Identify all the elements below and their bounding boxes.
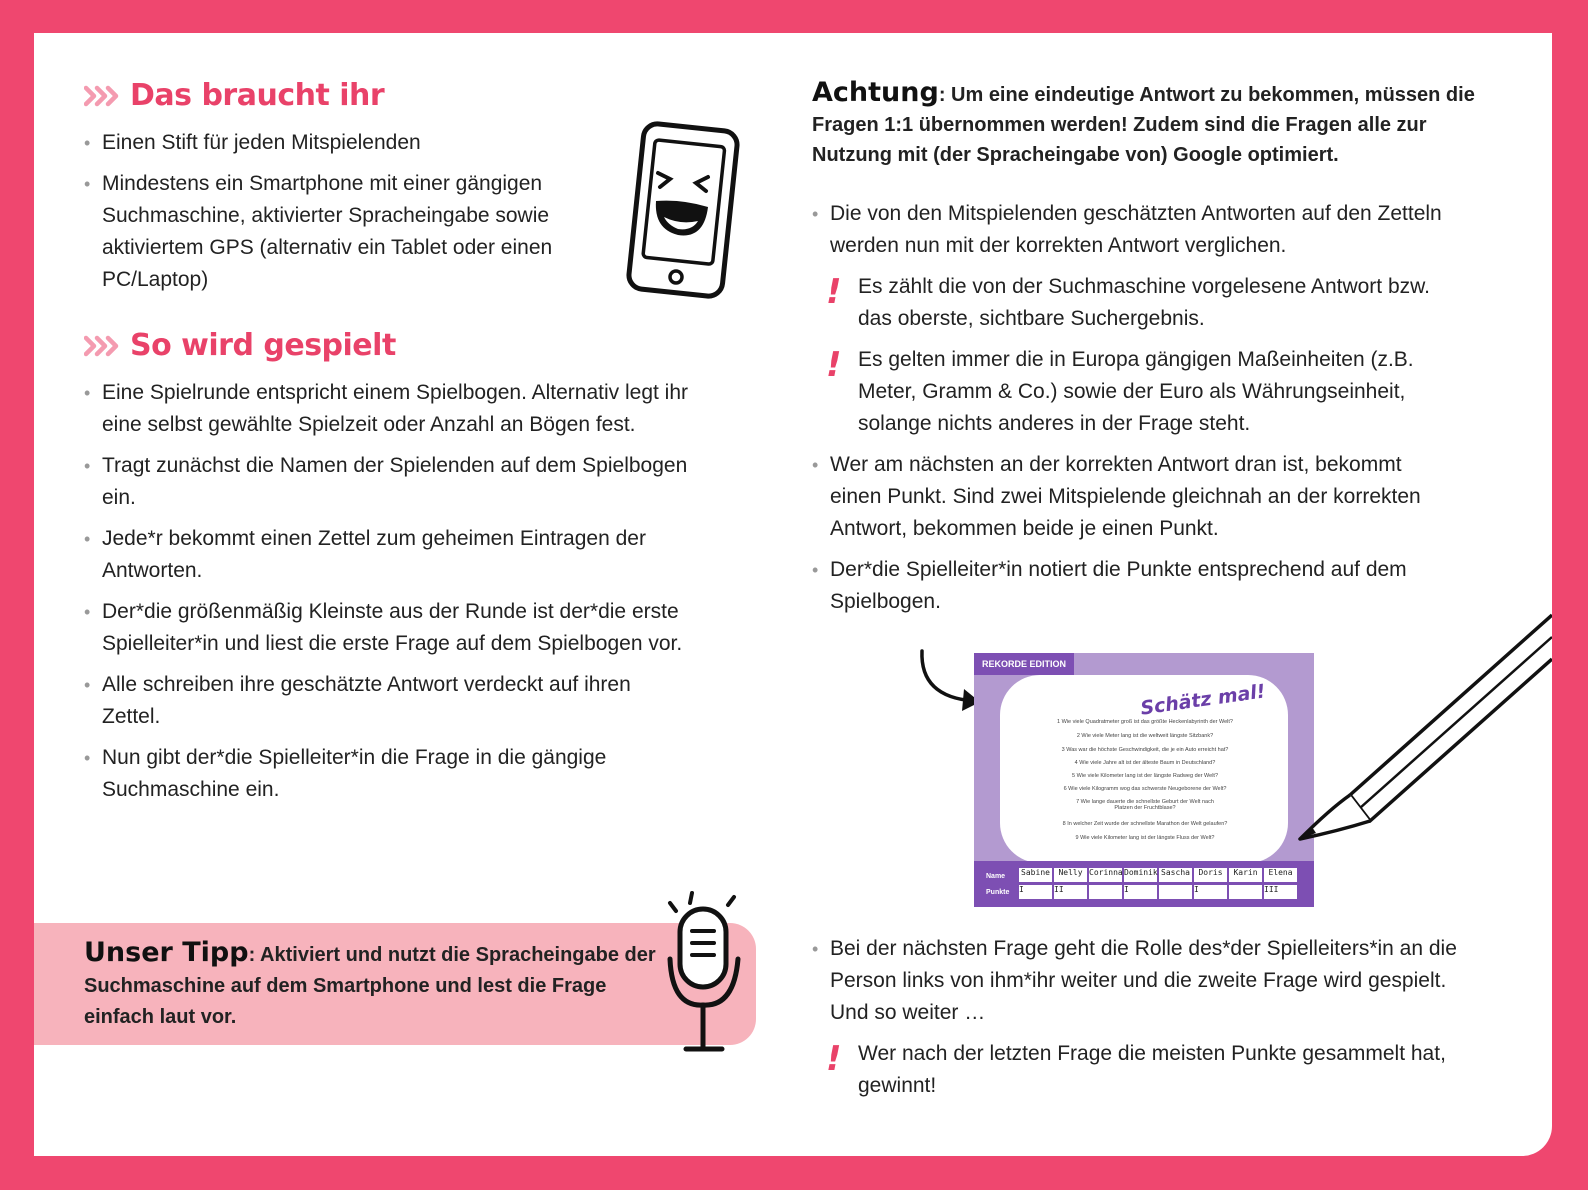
edition-label: REKORDE EDITION (974, 653, 1074, 675)
list-item: • Mindestens ein Smartphone mit einer gängigen Suchmaschine, aktivierter Spracheingabe sowie aktiviertem GPS (alternativ ein Tablet oder einen PC/Laptop) (84, 168, 604, 296)
player-name: Doris (1193, 867, 1228, 883)
rules-list (812, 933, 1462, 1029)
card-question: 3 Was war die höchste Geschwindigkeit, die je ein Auto erreicht hat? (1061, 747, 1229, 753)
score-table (974, 861, 1314, 907)
section-heading-play (84, 328, 744, 363)
card-question: 5 Wie viele Kilometer lang ist der längste Radweg der Welt? (1071, 773, 1219, 779)
microphone-icon (662, 889, 746, 1059)
section-heading-needs (84, 78, 744, 113)
list-item: • Jede*r bekommt einen Zettel zum geheimen Eintragen der Antworten. (84, 523, 694, 587)
list-item: • Bei der nächsten Frage geht die Rolle des*der Spielleiters*in an die Person links von ihm*ihr weiter und die zweite Frage wird gespielt. Und so weiter … (812, 933, 1462, 1029)
list-item: • Eine Spielrunde entspricht einem Spielbogen. Alternativ legt ihr eine selbst gewählte Spielzeit oder Anzahl an Bögen fest. (84, 377, 694, 441)
tip-box (34, 923, 756, 1045)
card-question: 1 Wie viele Quadratmeter groß ist das größte Heckenlabyrinth der Welt? (1057, 719, 1233, 725)
game-logo: Schätz mal! (1139, 680, 1267, 720)
exclamation-icon: ! (826, 272, 842, 312)
card-question-area (1000, 675, 1288, 863)
player-points: III (1263, 884, 1298, 900)
card-question: 6 Wie viele Kilogramm wog das schwerste Neugeborene der Welt? (1063, 786, 1227, 792)
card-question: 2 Wie viele Meter lang ist die weltweit längste Sitzbank? (1076, 733, 1214, 739)
player-name: Elena (1263, 867, 1298, 883)
attention-block (812, 78, 1492, 170)
note-text: Es zählt die von der Suchmaschine vorgelesene Antwort bzw. das oberste, sichtbare Suchergebnis. (858, 275, 1430, 330)
game-sheet-illustration (974, 653, 1314, 907)
player-points: I (1193, 884, 1228, 900)
attention-text: : Um eine eindeutige Antwort zu bekommen, müssen die Fragen 1:1 übernommen werden! Zudem sind die Fragen alle zur Nutzung mit (der Spracheingabe von) Google optimiert. (812, 84, 1475, 166)
right-column (812, 78, 1492, 627)
section-title: Das braucht ihr (130, 78, 385, 113)
row-label: Punkte (986, 889, 1010, 896)
laughing-smartphone-icon (622, 121, 744, 301)
rules-list (812, 449, 1432, 618)
section-title: So wird gespielt (130, 328, 396, 363)
play-list (84, 377, 694, 806)
needs-list (84, 127, 604, 296)
tip-body: : Aktiviert und nutzt die Spracheingabe der Suchmaschine auf dem Smartphone und lest die Frage einfach laut vor. (84, 944, 656, 1028)
list-item: • Einen Stift für jeden Mitspielenden (84, 127, 604, 159)
note (812, 344, 1458, 440)
note (812, 1038, 1478, 1102)
player-name: Dominik (1123, 867, 1158, 883)
card-question: 4 Wie viele Jahre alt ist der älteste Baum in Deutschland? (1074, 760, 1216, 766)
page (34, 33, 1552, 1156)
player-points: I (1018, 884, 1053, 900)
exclamation-icon: ! (826, 345, 842, 385)
list-item: • Tragt zunächst die Namen der Spielenden auf dem Spielbogen ein. (84, 450, 694, 514)
player-points: I (1123, 884, 1158, 900)
card-question: 8 In welcher Zeit wurde der schnellste Marathon der Welt gelaufen? (1062, 821, 1228, 827)
player-name: Sascha (1158, 867, 1193, 883)
list-item: • Wer am nächsten an der korrekten Antwort dran ist, bekommt einen Punkt. Sind zwei Mitspielende gleichnah an der korrekten Antwort, bekommen beide je einen Punkt. (812, 449, 1432, 545)
player-points: II (1053, 884, 1088, 900)
note-text: Es gelten immer die in Europa gängigen Maßeinheiten (z.B. Meter, Gramm & Co.) sowie der Euro als Währungseinheit, solange nichts anderes in der Frage steht. (858, 348, 1414, 435)
rules-list (812, 198, 1462, 262)
list-item: • Nun gibt der*die Spielleiter*in die Frage in die gängige Suchmaschine ein. (84, 742, 694, 806)
chevrons-icon (84, 335, 122, 357)
card-question: 9 Wie viele Kilometer lang ist der längste Fluss der Welt? (1075, 835, 1215, 841)
chevrons-icon (84, 85, 122, 107)
list-item: • Der*die größenmäßig Kleinste aus der Runde ist der*die erste Spielleiter*in und liest die erste Frage auf dem Spielbogen vor. (84, 596, 694, 660)
tip-text (84, 937, 664, 1033)
player-name: Corinna (1088, 867, 1123, 883)
pencil-icon (1290, 609, 1552, 849)
note (812, 271, 1458, 335)
list-item: • Alle schreiben ihre geschätzte Antwort verdeckt auf ihren Zettel. (84, 669, 694, 733)
row-label: Name (986, 873, 1006, 880)
player-points (1088, 884, 1123, 900)
right-column-lower (812, 933, 1492, 1111)
player-name: Nelly (1053, 867, 1088, 883)
card-question: 7 Wie lange dauerte die schnellste Geburt der Welt nach Platzen der Fruchtblase? (1076, 799, 1214, 811)
note-text: Wer nach der letzten Frage die meisten Punkte gesammelt hat, gewinnt! (858, 1042, 1446, 1097)
player-points (1228, 884, 1263, 900)
attention-title: Achtung (812, 77, 939, 108)
list-item: • Die von den Mitspielenden geschätzten Antworten auf den Zetteln werden nun mit der korrekten Antwort verglichen. (812, 198, 1462, 262)
list-item: • Der*die Spielleiter*in notiert die Punkte entsprechend auf dem Spielbogen. (812, 554, 1432, 618)
tip-title: Unser Tipp (84, 937, 249, 968)
player-name: Karin (1228, 867, 1263, 883)
player-points (1158, 884, 1193, 900)
player-name: Sabine (1018, 867, 1053, 883)
exclamation-icon: ! (826, 1039, 842, 1079)
